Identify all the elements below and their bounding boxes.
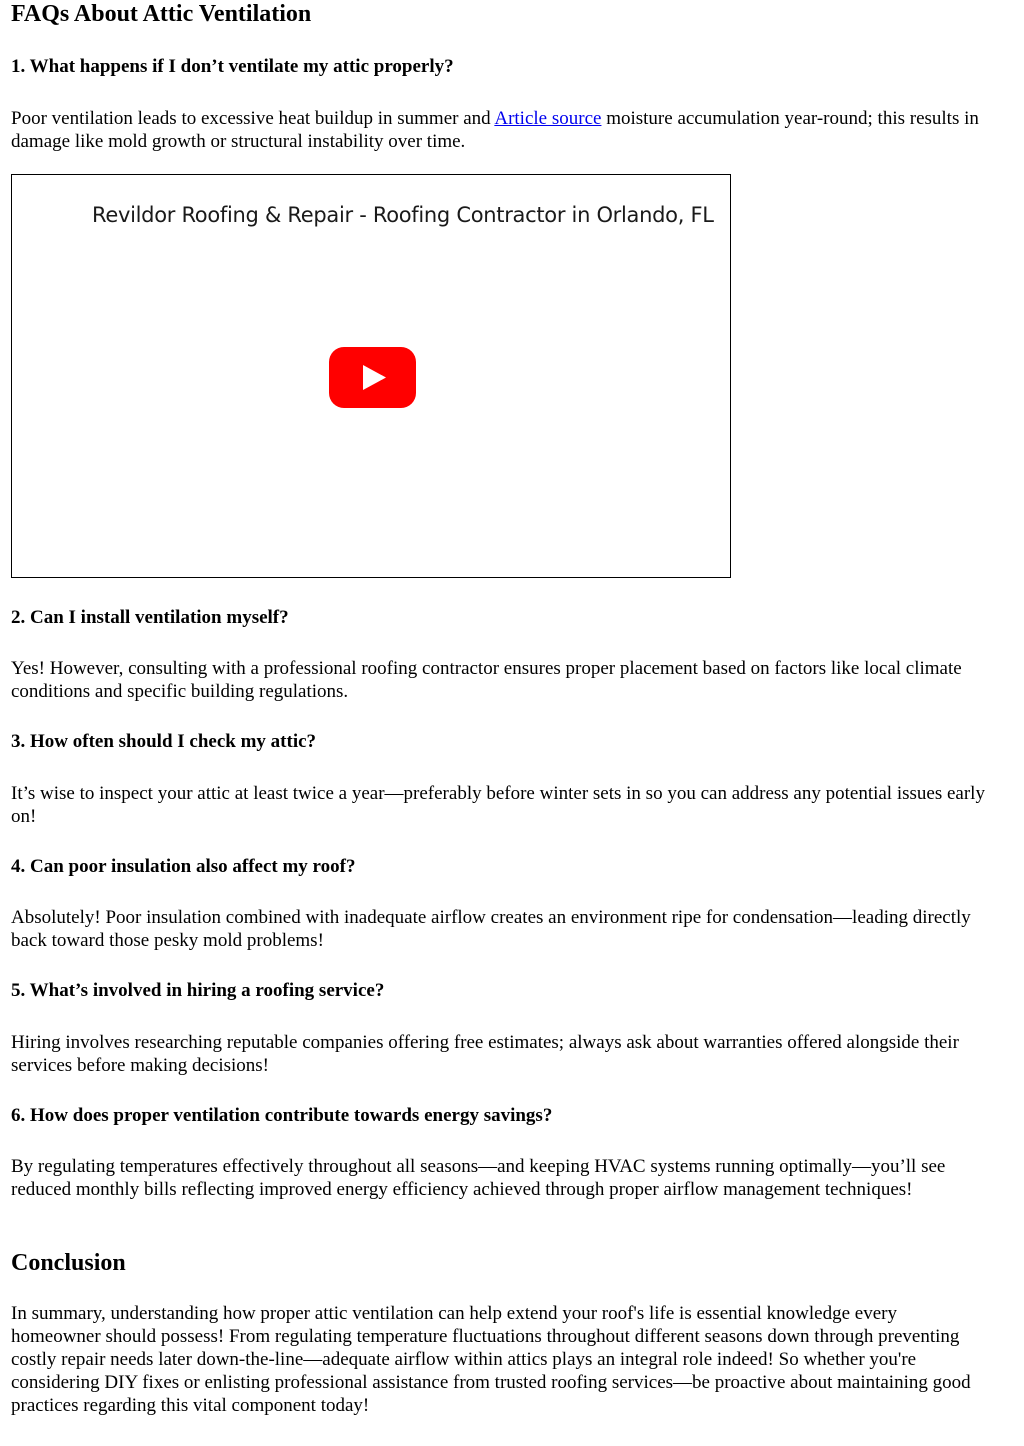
video-embed[interactable] bbox=[11, 174, 731, 578]
article-source-link[interactable]: Article source bbox=[494, 108, 602, 129]
faq-answer-2: Yes! However, consulting with a professional roofing contractor ensures proper placement based on factors like local climate conditions and specific building regulations. bbox=[11, 658, 962, 702]
faq-answer-6: By regulating temperatures effectively throughout all seasons—and keeping HVAC systems running optimally—you’ll see reduced monthly bills reflecting improved energy efficiency achieved through proper airflow management techniques! bbox=[11, 1156, 946, 1200]
faq-answer-1-text-after: moisture accumulation year-round; this results in damage like mold growth or structural instability over time. bbox=[11, 108, 979, 152]
faq-question-6: 6. How does proper ventilation contribute towards energy savings? bbox=[11, 1105, 553, 1126]
youtube-play-icon[interactable] bbox=[329, 347, 416, 408]
faq-question-3: 3. How often should I check my attic? bbox=[11, 731, 317, 752]
video-title[interactable]: Revildor Roofing & Repair - Roofing Contractor in Orlando, FL bbox=[92, 203, 714, 227]
faq-answer-1-text-before: Poor ventilation leads to excessive heat buildup in summer and bbox=[11, 108, 495, 129]
conclusion-title: Conclusion bbox=[11, 1250, 126, 1276]
faq-answer-5: Hiring involves researching reputable companies offering free estimates; always ask about warranties offered alongside their services before making decisions! bbox=[11, 1032, 959, 1076]
faq-answer-4: Absolutely! Poor insulation combined with inadequate airflow creates an environment ripe for condensation—leading directly back toward those pesky mold problems! bbox=[11, 907, 971, 951]
faq-title: FAQs About Attic Ventilation bbox=[11, 1, 312, 27]
conclusion-text: In summary, understanding how proper attic ventilation can help extend your roof's life is essential knowledge every homeowner should possess! From regulating temperature fluctuations throughout different seasons down through preventing costly repair needs later down-the-line—adequate airflow within attics plays an integral role indeed! So whether you're considering DIY fixes or enlisting professional assistance from trusted roofing services—be proactive about maintaining good practices regarding this vital component today! bbox=[11, 1303, 971, 1416]
faq-answer-3: It’s wise to inspect your attic at least twice a year—preferably before winter sets in so you can address any potential issues early on! bbox=[11, 783, 985, 827]
faq-question-5: 5. What’s involved in hiring a roofing service? bbox=[11, 980, 385, 1001]
faq-question-2: 2. Can I install ventilation myself? bbox=[11, 607, 289, 628]
faq-answer-1 bbox=[11, 107, 1001, 153]
faq-question-1: 1. What happens if I don’t ventilate my attic properly? bbox=[11, 56, 454, 77]
faq-question-4: 4. Can poor insulation also affect my roof? bbox=[11, 856, 356, 877]
